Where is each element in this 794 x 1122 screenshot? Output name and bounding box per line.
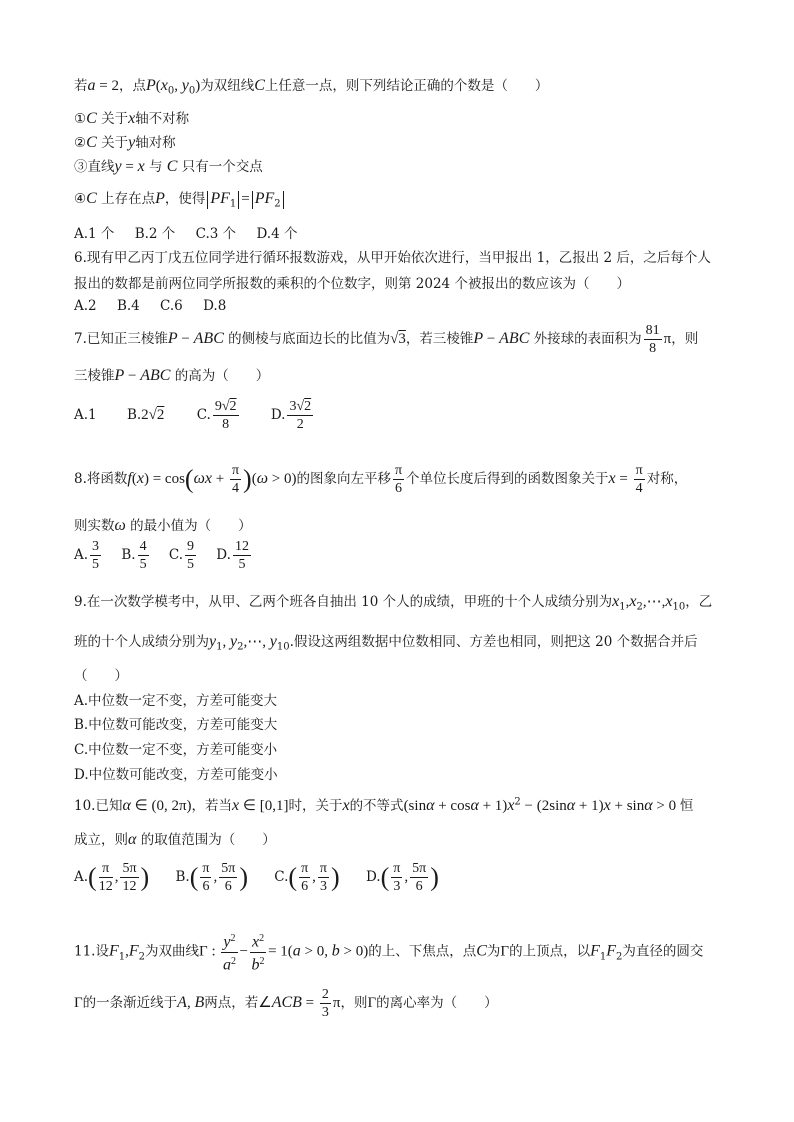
q5-option-b: B.2 个 (134, 226, 176, 242)
q8-line-2: 则实数ω 的最小值为（ ） (74, 517, 252, 534)
q9-option-c: C.中位数一定不变，方差可能变小 (74, 742, 278, 758)
q7-option-c: C. $\frac{9√2}{8}$ (196, 399, 237, 432)
q8-options (74, 538, 269, 573)
q8-stem: 8.将函数f(x) = cos(ωx + $\frac{\pi}{4}$ )(ω > 0)的图象向左平移 $\frac{\pi}{6}$ 个单位长度后得到的函数图象关于x = $\frac{\pi}{4}$ 对称， (74, 463, 688, 496)
q6-option-d: D.8 (203, 298, 227, 314)
q7-stem: 7.已知正三棱锥P − ABC 的侧棱与底面边长的比值为√3，若三棱锥P − ABC 外接球的表面积为 $\frac{81}{8}$ π，则 (74, 323, 699, 356)
q5-options (74, 222, 313, 242)
q11-line-2: Γ的一条渐近线于A, B两点，若∠ACB = $\frac{2}{3}$ π，则Γ的离心率为（ ） (74, 987, 498, 1020)
q10-option-a: A.( $\frac{\pi}{12}$ , $\frac{5\pi}{12}$ ) (74, 861, 150, 894)
q10-options (74, 860, 455, 895)
q5-stem: 若a = 2，点$P(x_0$, $y_0$)为双纽线C上任意一点，则下列结论正确的个数是（ ） (74, 77, 549, 97)
q5-item-4: ④C 上存在点P，使得 $PF_1 = PF_2$ (74, 187, 286, 210)
q7-option-d: D. $\frac{3√2}{2}$ (270, 399, 312, 432)
q10-option-b: B.( $\frac{\pi}{6}$ , $\frac{5\pi}{6}$ ) (175, 861, 248, 894)
q8-option-a: A. $\frac{3}{5}$ (74, 539, 100, 572)
q11-stem: 11.设$F_1,F_2$为双曲线Γ : $\frac{y^2}{a^2}$ − $\frac{x^2}{b^2}$ = 1(a > 0, b > 0)的上、下焦点，点C为Γ的上顶点，以$F_1F_2$为直径的圆交 (74, 930, 703, 974)
q7-option-b: B.2√2 (126, 407, 165, 423)
q8-option-d: D. $\frac{12}{5}$ (216, 539, 249, 572)
q9-stem: 9.在一次数学模考中，从甲、乙两个班各自抽出 10 个人的成绩，甲班的十个人成绩分别为$x_1,x_2,\cdots,x_{10}$，乙 (74, 593, 713, 613)
q10-line-2: 成立，则α 的取值范围为（ ） (74, 831, 276, 848)
q5-item-2: ②C 关于y轴对称 (74, 134, 176, 151)
q7-line-2: 三棱锥P − ABC 的高为（ ） (74, 367, 270, 384)
q6-option-b: B.4 (116, 298, 140, 314)
q9-line-3: （ ） (74, 668, 128, 684)
q5-option-a: A.1 个 (74, 226, 115, 242)
q5-option-d: D.4 个 (256, 226, 298, 242)
q6-line-1: 6.现有甲乙丙丁戊五位同学进行循环报数游戏，从甲开始依次进行，当甲报出 1，乙报出 2 后，之后每个人 (74, 250, 711, 266)
q10-stem: 10.已知α ∈ (0, 2π)，若当x ∈ [0,1]时，关于x的不等式$(\sin\alpha + \cos\alpha + 1)x^2 - (2\sin\alpha + 1)x + \sin\alpha > 0$ 恒 (74, 796, 694, 814)
q7-options (74, 398, 331, 433)
q9-option-a: A.中位数一定不变，方差可能变大 (74, 693, 278, 709)
q9-option-d: D.中位数可能改变，方差可能变小 (74, 767, 278, 783)
q10-option-c: C.( $\frac{\pi}{6}$ , $\frac{\pi}{3}$ ) (274, 861, 340, 894)
q9-option-b: B.中位数可能改变，方差可能变大 (74, 717, 278, 733)
q8-option-b: B. $\frac{4}{5}$ (121, 539, 147, 572)
q6-option-c: C.6 (160, 298, 183, 314)
q6-option-a: A.2 (74, 298, 97, 314)
q10-option-d: D.( $\frac{\pi}{3}$ , $\frac{5\pi}{6}$ ) (365, 861, 439, 894)
q5-option-c: C.3 个 (195, 226, 237, 242)
q5-item-1: ①C 关于x轴不对称 (74, 110, 190, 127)
q9-line-2: 班的十个人成绩分别为$y_1$, $y_2,\cdots$, $y_{10}$.假设这两组数据中位数相同、方差也相同，则把这 20 个数据合并后 (74, 633, 698, 653)
q6-options (74, 298, 242, 314)
q6-line-2: 报出的数都是前两位同学所报数的乘积的个位数字，则第 2024 个被报出的数应该为（ ） (74, 276, 630, 292)
q5-item-3: ③直线y = x 与 C 只有一个交点 (74, 158, 263, 175)
q7-option-a: A.1 (74, 407, 97, 423)
q8-option-c: C. $\frac{9}{5}$ (168, 539, 194, 572)
